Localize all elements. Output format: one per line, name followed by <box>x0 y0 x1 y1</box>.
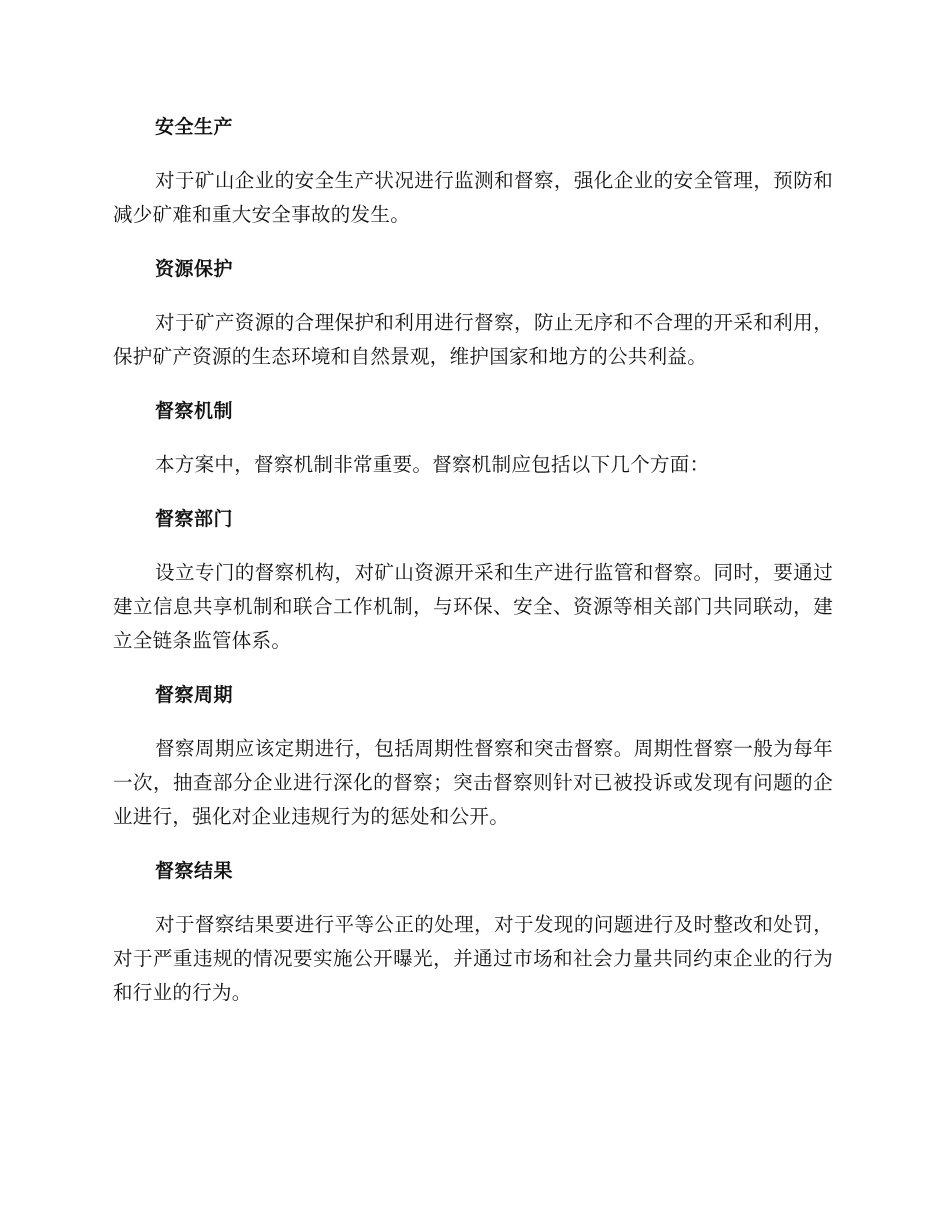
section-resource-protection <box>113 252 833 394</box>
section-heading: 资源保护 <box>155 258 234 280</box>
section-supervision-department <box>113 502 833 678</box>
section-paragraph: 对于督察结果要进行平等公正的处理，对于发现的问题进行及时整改和处罚，对于严重违规的情况要实施公开曝光，并通过市场和社会力量共同约束企业的行为和行业的行为。 <box>113 913 833 1004</box>
section-paragraph: 对于矿产资源的合理保护和利用进行督察，防止无序和不合理的开采和利用，保护矿产资源的生态环境和自然景观，维护国家和地方的公共利益。 <box>113 311 833 368</box>
section-supervision-cycle <box>113 678 833 854</box>
section-supervision-mechanism <box>113 394 833 502</box>
section-paragraph: 督察周期应该定期进行，包括周期性督察和突击督察。周期性督察一般为每年一次，抽查部分企业进行深化的督察；突击督察则针对已被投诉或发现有问题的企业进行，强化对企业违规行为的惩处和公开。 <box>113 737 833 828</box>
section-heading: 督察结果 <box>155 860 234 882</box>
section-heading: 督察周期 <box>155 684 234 706</box>
section-safety-production <box>113 110 833 252</box>
section-heading: 安全生产 <box>155 116 234 138</box>
section-paragraph: 设立专门的督察机构，对矿山资源开采和生产进行监管和督察。同时，要通过建立信息共享机制和联合工作机制，与环保、安全、资源等相关部门共同联动，建立全链条监管体系。 <box>113 561 833 652</box>
section-heading: 督察机制 <box>155 400 234 422</box>
section-heading: 督察部门 <box>155 508 234 530</box>
section-paragraph: 对于矿山企业的安全生产状况进行监测和督察，强化企业的安全管理，预防和减少矿难和重大安全事故的发生。 <box>113 169 833 226</box>
section-supervision-results <box>113 854 833 1010</box>
document-page <box>113 110 833 1010</box>
section-paragraph: 本方案中，督察机制非常重要。督察机制应包括以下几个方面： <box>155 453 710 476</box>
